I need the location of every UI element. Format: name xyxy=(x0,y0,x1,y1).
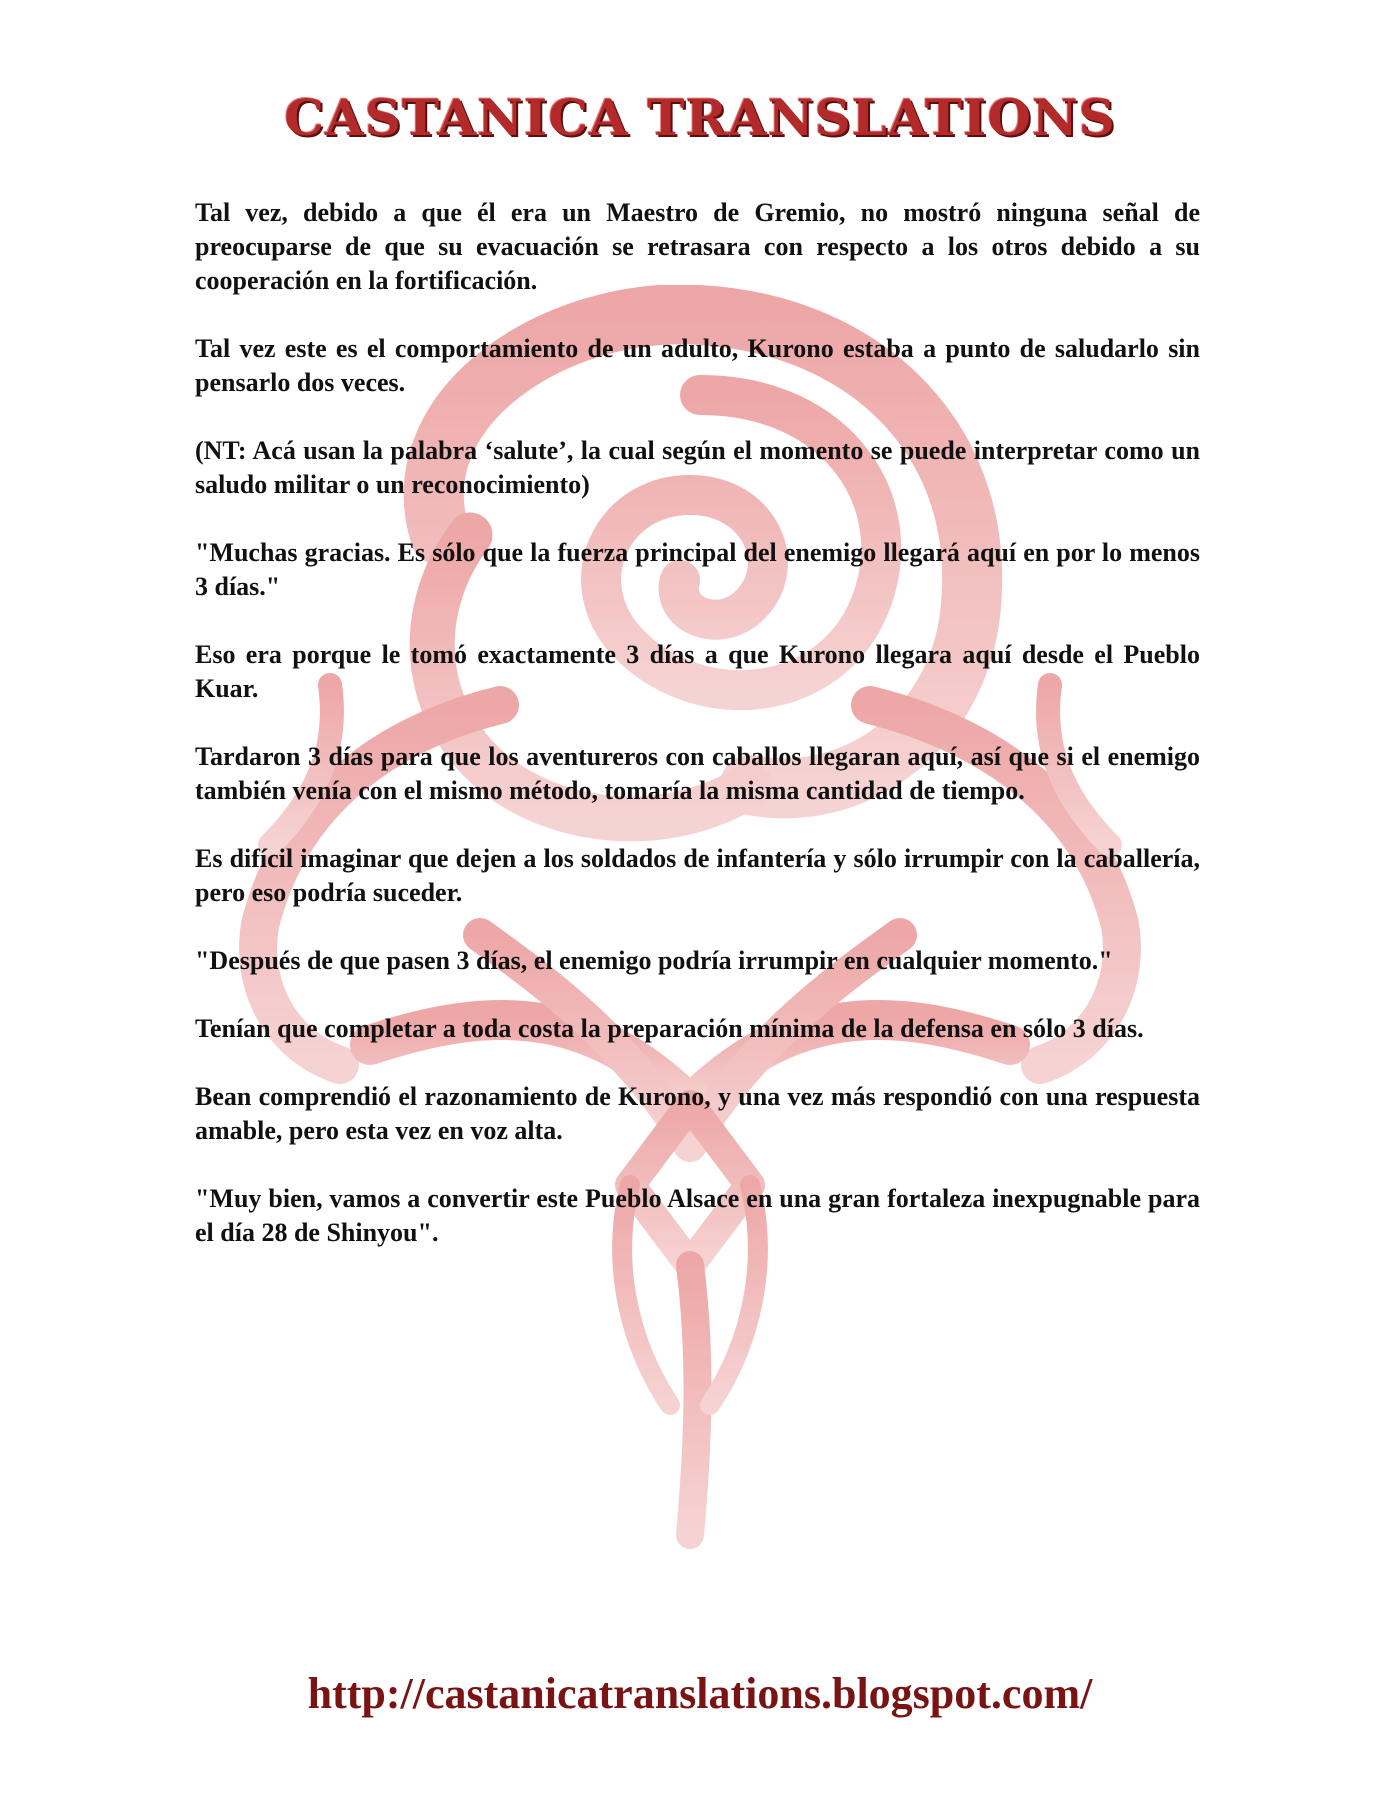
blog-link[interactable]: http://castanicatranslations.blogspot.com/ xyxy=(307,1669,1093,1718)
paragraph: Tardaron 3 días para que los aventureros con caballos llegaran aquí, así que si el enemigo también venía con el mismo método, tomaría la misma cantidad de tiempo. xyxy=(195,742,1200,805)
paragraph: "Muy bien, vamos a convertir este Pueblo Alsace en una gran fortaleza inexpugnable para el día 28 de Shinyou". xyxy=(195,1184,1200,1247)
paragraph: (NT: Acá usan la palabra ‘salute’, la cual según el momento se puede interpretar como un saludo militar o un reconocimiento) xyxy=(195,436,1200,499)
paragraph: Eso era porque le tomó exactamente 3 días a que Kurono llegara aquí desde el Pueblo Kuar. xyxy=(195,640,1200,703)
page-title: CASTANICA TRANSLATIONS xyxy=(284,88,1116,147)
document-body xyxy=(195,196,1200,1284)
paragraph: Tal vez, debido a que él era un Maestro de Gremio, no mostró ninguna señal de preocuparse de que su evacuación se retrasara con respecto a los otros debido a su cooperación en la fortificación. xyxy=(195,198,1200,295)
paragraph: "Después de que pasen 3 días, el enemigo podría irrumpir en cualquier momento." xyxy=(195,946,1113,975)
paragraph: Bean comprendió el razonamiento de Kurono, y una vez más respondió con una respuesta amable, pero esta vez en voz alta. xyxy=(195,1082,1200,1145)
paragraph: Tenían que completar a toda costa la preparación mínima de la defensa en sólo 3 días. xyxy=(195,1014,1144,1043)
paragraph: Tal vez este es el comportamiento de un adulto, Kurono estaba a punto de saludarlo sin pensarlo dos veces. xyxy=(195,334,1200,397)
paragraph: "Muchas gracias. Es sólo que la fuerza principal del enemigo llegará aquí en por lo menos 3 días." xyxy=(195,538,1200,601)
paragraph: Es difícil imaginar que dejen a los soldados de infantería y sólo irrumpir con la caballería, pero eso podría suceder. xyxy=(195,844,1200,907)
